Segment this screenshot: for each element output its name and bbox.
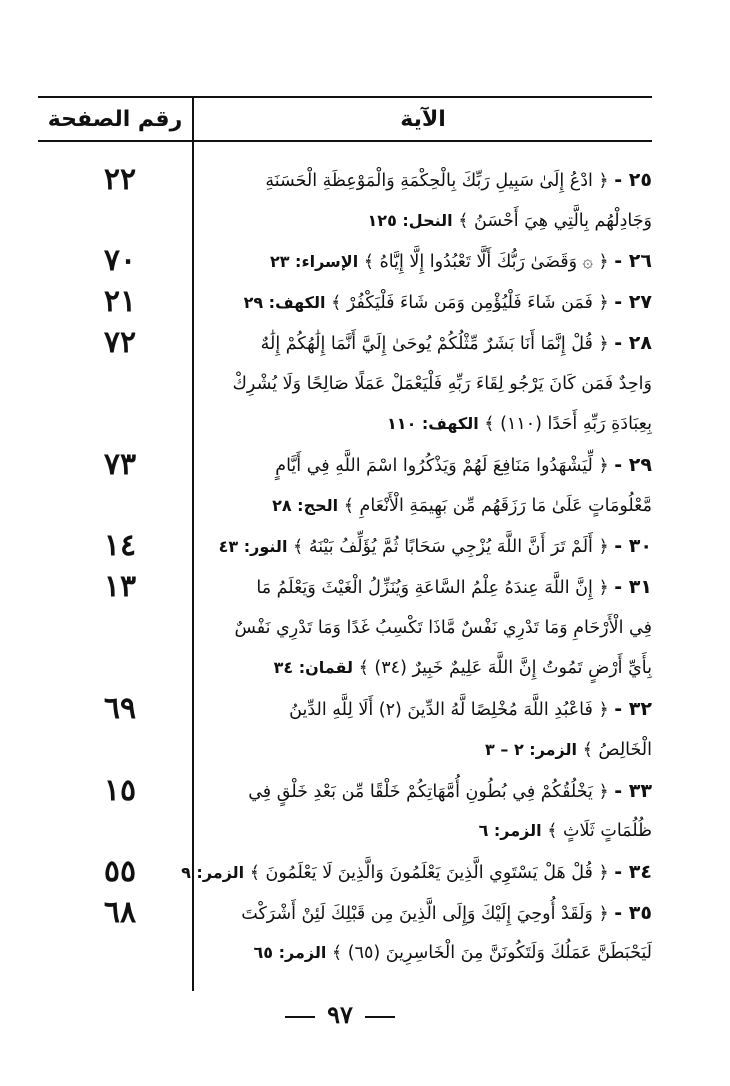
footer-dash-right <box>285 1016 315 1018</box>
verse-index: ٢٦ - <box>614 250 652 273</box>
verse-index: ٣٥ - <box>614 901 652 924</box>
verse-line <box>208 608 652 648</box>
page-ref-number: ٦٨ <box>103 894 137 930</box>
page-ref-number: ٥٥ <box>103 853 137 889</box>
footer-dash-left <box>365 1016 395 1018</box>
verse-text: لَيَحْبَطَنَّ عَمَلُكَ وَلَتَكُونَنَّ مِنَ الْخَاسِرِينَ (٦٥) ﴾ <box>331 943 652 964</box>
verse-text: بِأَيِّ أَرْضٍ تَمُوتُ إِنَّ اللَّهَ عَلِيمٌ خَبِيرٌ (٣٤) ﴾ <box>358 658 652 679</box>
verse-index: ٣٣ - <box>614 779 652 802</box>
verse-text: ﴿ إِنَّ اللَّهَ عِندَهُ عِلْمُ السَّاعَةِ وَيُنَزِّلُ الْغَيْثَ وَيَعْلَمُ مَا <box>256 578 609 598</box>
page-ref-number: ٢٢ <box>103 162 137 197</box>
verse-line <box>208 404 652 444</box>
verse-text: ﴿ لِّيَشْهَدُوا مَنَافِعَ لَهُمْ وَيَذْكُرُوا اسْمَ اللَّهِ فِي أَيَّامٍ <box>275 455 609 476</box>
surah-reference: الزمر: ٩ <box>181 862 245 882</box>
verse-index: ٢٧ - <box>614 291 652 314</box>
surah-reference: لقمان: ٣٤ <box>273 658 354 678</box>
verse-line <box>208 567 652 607</box>
verse-text: فِي الْأَرْحَامِ وَمَا تَدْرِي نَفْسٌ مَّاذَا تَكْسِبُ غَدًا وَمَا تَدْرِي نَفْسٌ <box>234 617 652 638</box>
verse-text: ﴿ فَمَن شَاءَ فَلْيُؤْمِن وَمَن شَاءَ فَلْيَكْفُرْ ﴾ <box>331 293 609 314</box>
page-ref-number: ١٣ <box>103 569 137 604</box>
surah-reference: الكهف: ٢٩ <box>243 293 326 313</box>
verse-text: وَجَادِلْهُم بِالَّتِي هِيَ أَحْسَنُ ﴾ <box>458 210 652 231</box>
page-ref-number: ١٥ <box>103 772 137 808</box>
surah-reference: الحج: ٢٨ <box>272 495 339 515</box>
verse-line <box>208 933 652 973</box>
verse-text: ﴿ فَاعْبُدِ اللَّهَ مُخْلِصًا لَّهُ الدِّينَ (٢) أَلَا لِلَّهِ الدِّينُ <box>289 700 609 721</box>
verse-line <box>208 323 652 363</box>
verse-line <box>208 282 652 322</box>
verse-text: مَّعْلُومَاتٍ عَلَىٰ مَا رَزَقَهُم مِّن بَهِيمَةِ الْأَنْعَامِ ﴾ <box>343 495 652 516</box>
page-ref-number: ٧٢ <box>103 324 137 360</box>
verse-text: ﴿ وَلَقَدْ أُوحِيَ إِلَيْكَ وَإِلَى الَّذِينَ مِن قَبْلِكَ لَئِنْ أَشْرَكْتَ <box>241 903 609 924</box>
verse-index: ٣١ - <box>614 576 652 598</box>
surah-reference: الإسراء: ٢٣ <box>269 252 359 272</box>
verse-line <box>208 160 652 200</box>
page-ref-number: ٦٩ <box>103 691 137 727</box>
verse-line <box>208 486 652 526</box>
verse-line <box>208 445 652 485</box>
verse-index: ٣٤ - <box>614 860 652 883</box>
page-column-header: رقم الصفحة <box>47 107 183 132</box>
page-ref-number: ٧٠ <box>103 243 137 279</box>
verse-index: ٢٩ - <box>614 453 652 476</box>
page-ref-number: ٢١ <box>103 284 137 320</box>
verse-line <box>208 201 652 241</box>
verse-line <box>208 689 652 729</box>
verse-index: ٢٨ - <box>614 331 652 354</box>
verse-line <box>208 811 652 851</box>
page-number: ٩٧ <box>327 1000 353 1029</box>
verse-line <box>181 852 652 892</box>
verse-line <box>208 648 652 688</box>
verse-line <box>208 730 652 770</box>
verse-text: ظُلُمَاتٍ ثَلَاثٍ ﴾ <box>547 821 652 842</box>
page-ref-number: ٧٣ <box>103 446 137 482</box>
page-ref-number: ١٤ <box>103 528 137 564</box>
surah-reference: النور: ٤٣ <box>218 537 288 557</box>
surah-reference: الزمر: ٦٥ <box>253 943 327 963</box>
verse-index: ٢٥ - <box>614 169 652 191</box>
verse-text: ﴿ أَلَمْ تَرَ أَنَّ اللَّهَ يُزْجِي سَحَابًا ثُمَّ يُؤَلِّفُ بَيْنَهُ ﴾ <box>293 537 609 558</box>
verse-line <box>208 364 652 404</box>
table-header-rule <box>38 140 652 142</box>
verse-line <box>208 893 652 933</box>
table-top-rule <box>38 96 652 98</box>
verse-text: الْخَالِصُ ﴾ <box>582 739 652 760</box>
verse-line <box>208 771 652 811</box>
verse-text: بِعِبَادَةِ رَبِّهِ أَحَدًا (١١٠) ﴾ <box>484 414 652 435</box>
surah-reference: الزمر: ٢ – ٣ <box>485 739 577 759</box>
verse-index: ٣٢ - <box>614 698 652 721</box>
verse-text: ﴿ يَخْلُقُكُمْ فِي بُطُونِ أُمَّهَاتِكُمْ خَلْقًا مِّن بَعْدِ خَلْقٍ فِي <box>248 781 609 802</box>
verse-text: وَاحِدٌ فَمَن كَانَ يَرْجُو لِقَاءَ رَبِّهِ فَلْيَعْمَلْ عَمَلًا صَالِحًا وَلَا يُشْرِكْ <box>232 373 652 394</box>
surah-reference: الكهف: ١١٠ <box>387 414 479 434</box>
verse-index: ٣٠ - <box>614 535 652 558</box>
verse-line <box>208 241 652 281</box>
surah-reference: الزمر: ٦ <box>478 821 542 841</box>
surah-reference: النحل: ١٢٥ <box>367 210 453 230</box>
verse-text: ﴿ ۞ وَقَضَىٰ رَبُّكَ أَلَّا تَعْبُدُوا إِلَّا إِيَّاهُ ﴾ <box>363 252 609 273</box>
verse-text: ﴿ ادْعُ إِلَىٰ سَبِيلِ رَبِّكَ بِالْحِكْمَةِ وَالْمَوْعِظَةِ الْحَسَنَةِ <box>265 171 609 191</box>
verse-line <box>208 526 652 566</box>
page-footer <box>280 1000 400 1029</box>
verse-text: ﴿ قُلْ إِنَّمَا أَنَا بَشَرٌ مِّثْلُكُمْ يُوحَىٰ إِلَيَّ أَنَّمَا إِلَٰهُكُمْ إِلَٰهٌ <box>260 333 609 354</box>
verse-text: ﴿ قُلْ هَلْ يَسْتَوِي الَّذِينَ يَعْلَمُونَ وَالَّذِينَ لَا يَعْلَمُونَ ﴾ <box>249 862 609 883</box>
verse-column-header: الآية <box>400 107 446 132</box>
